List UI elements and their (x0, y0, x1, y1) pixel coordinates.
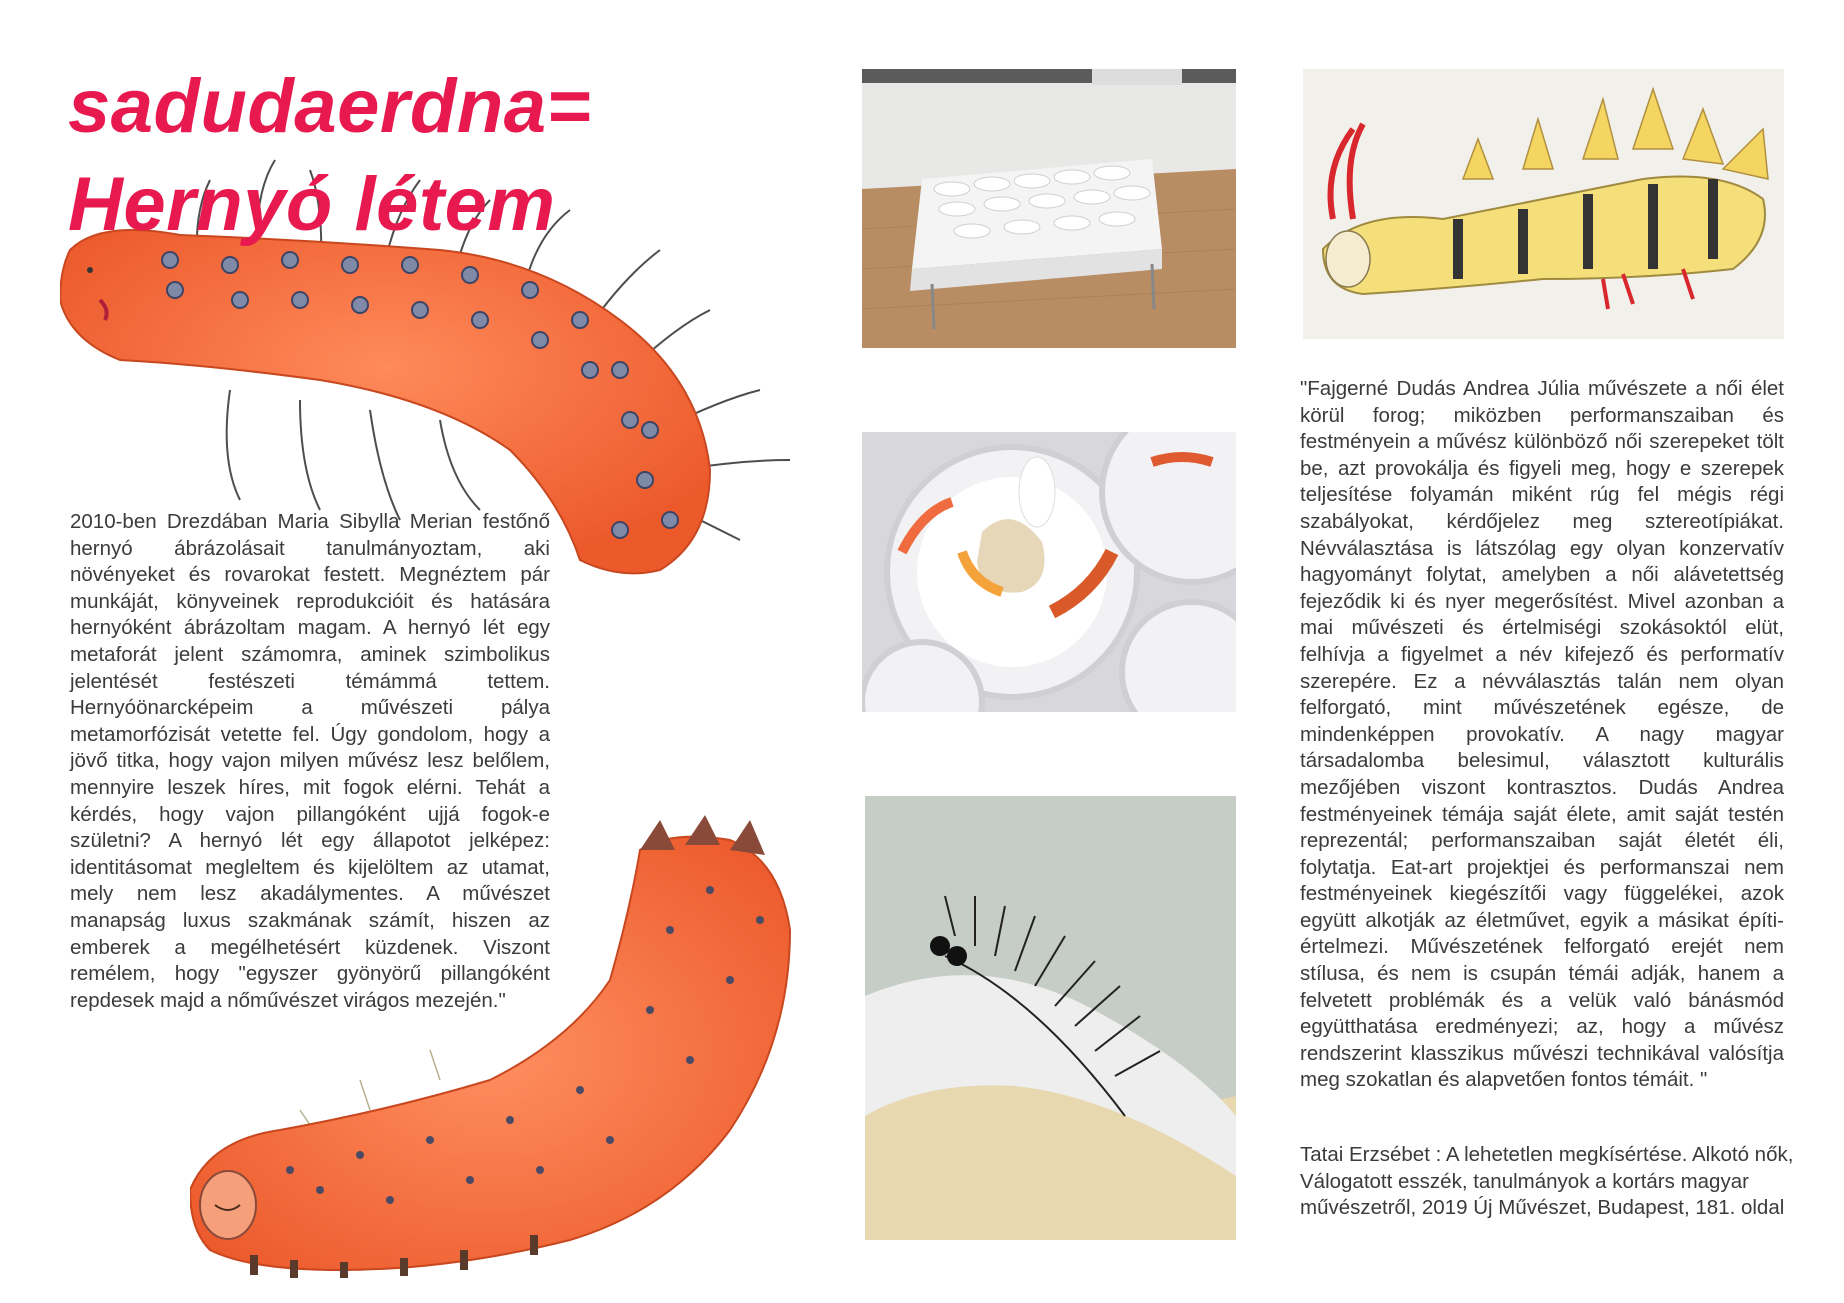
title-line-2: Hernyó létem (68, 162, 556, 247)
plates-closeup-photo (862, 432, 1236, 712)
page-title (68, 58, 591, 254)
title-line-1: sadudaerdna= (68, 64, 592, 149)
artist-statement-text: 2010-ben Drezdában Maria Sibylla Merian festőnő hernyó ábrázolásait tanulmányoztam, aki növényeket és rovarokat festett. Megnéztem pár munkáját, könyveinek reprodukcióit és hatására hernyóként ábrázoltam magam. A hernyó lét egy metaforát jelent számomra, aminek szimbolikus jelentését festészeti témámmá tettem. Hernyóönarcképeim a művészeti pálya metamorfózisát vetette fel. Úgy gondolom, hogy a jövő titka, hogy vajon milyen művész lesz belőlem, mennyire leszek híres, mit fogok elérni. Tehát a kérdés, hogy vajon pillangóként ujjá fogok-e születni? A hernyó lét egy állapotot jelképez: identitásomat megleltem és kijelöltem az utamat, mely nem lesz akadálymentes. A művészet manapság luxus szakmának számít, hiszen az emberek a megélhetésért küzdenek. Viszont remélem, hogy "egyszer gyönyörű pillangóként repdesek majd a nőművészet virágos mezején." (70, 510, 550, 1012)
critic-quote-text: "Fajgerné Dudás Andrea Júlia művészete a női élet körül forog; miközben performanszaiban és festményein a művész különböző női szerepeket tölt be, azt provokálja és figyeli meg, hogy e szerepek teljesítése folyamán miként rúg fel mégis régi szabályokat, kérdőjelez meg sztereotípiákat. Névválasztása is látszólag egy olyan konzervatív hagyományt folytat, amelyben a női alávetettség fejeződik ki és nyer megerősítést. Mivel azonban a mai művészeti és értelmiségi szokásoktól elüt, felhívja a figyelmet a név kifejező és performatív szerepére. Ez a névválasztás talán nem olyan felforgató, mint művészetének egésze, de mindenképpen provokatív. A nagy magyar társadalomba belesimul, választott kulturális mezőjében viszont kontrasztos. Dudás Andrea festményeinek témája saját élete, amit saját testén reprezentál; performanszaiban saját életét éli, folytatja. Eat-art projektjei és performanszai nem festményeinek kiegészítői vagy függelékei, azok együtt alkotják az életművet, egyik a másikat építi-értelmezi. Művészetének felforgató erejét nem stílusa, és nem is csupán témái adják, hanem a felvetett problémák és a velük való bánásmód együtthatása eredményezi; az, hogy a művész rendszerint klasszikus művészi technikával valósítja meg szokatlan és alapvetően fontos témáit. " (1300, 377, 1784, 1092)
quote-source-citation: Tatai Erzsébet : A lehetetlen megkísértése. Alkotó nők, Válogatott esszék, tanulmányok a kortárs magyar művészetről, 2019 Új Művészet, Budapest, 181. oldal (1300, 1143, 1794, 1220)
painted-caterpillar-photo (865, 796, 1236, 1240)
exhibition-table-photo (862, 69, 1236, 348)
yellow-caterpillar-drawing (1303, 69, 1784, 339)
